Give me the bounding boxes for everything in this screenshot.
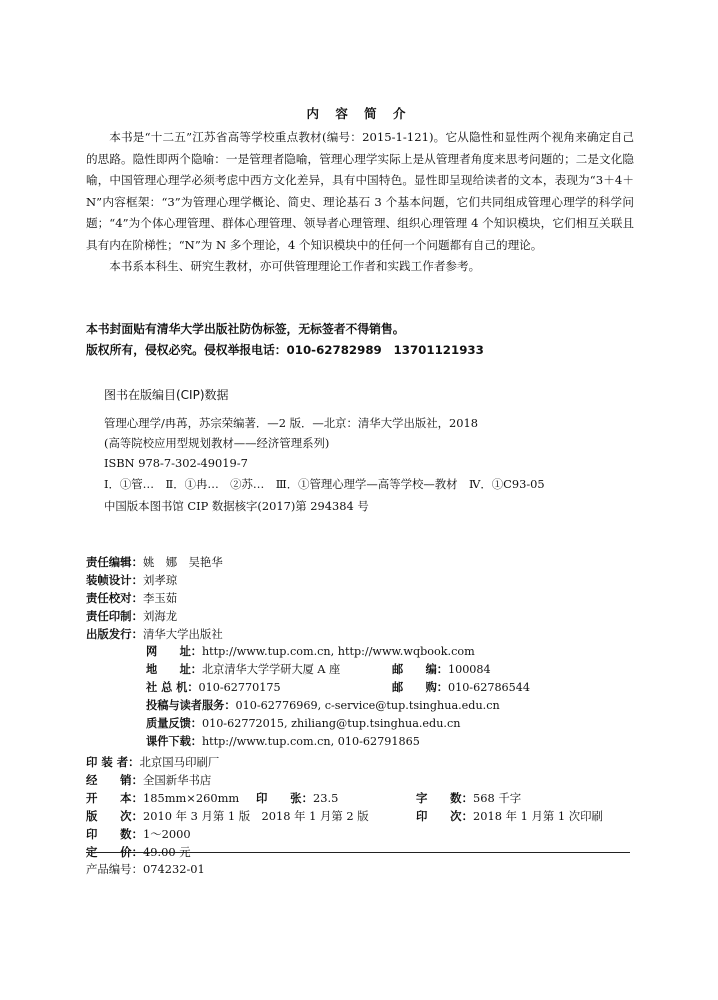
credit-label: 出版发行： bbox=[86, 627, 143, 641]
credit-value: 刘孝琼 bbox=[142, 573, 178, 587]
spec-copies bbox=[86, 825, 191, 843]
spec-format bbox=[86, 789, 239, 807]
format-value: 185mm×260mm bbox=[142, 791, 240, 805]
address-value: 北京清华大学学研大厦 A 座 bbox=[201, 663, 341, 676]
reader-service-label: 投稿与读者服务： bbox=[146, 699, 236, 712]
credit-label: 责任印制： bbox=[86, 609, 143, 623]
cip-entry: 管理心理学/冉苒，苏宗荣编著．—2 版．—北京：清华大学出版社，2018 bbox=[104, 416, 479, 430]
credit-value: 刘海龙 bbox=[142, 609, 178, 623]
word-count-label: 字 数： bbox=[416, 791, 473, 805]
credit-value: 李玉茹 bbox=[142, 591, 178, 605]
cip-record-number: 中国版本图书馆 CIP 数据核字(2017)第 294384 号 bbox=[104, 499, 369, 513]
credit-editor bbox=[86, 553, 223, 571]
spec-printer bbox=[86, 753, 219, 771]
cip-classification: Ⅰ．①管… Ⅱ．①冉… ②苏… Ⅲ．①管理心理学—高等学校—教材 Ⅳ．①C93-05 bbox=[104, 477, 545, 491]
publisher-website bbox=[146, 643, 475, 661]
website-value: http://www.tup.com.cn, http://www.wqbook.com bbox=[201, 645, 475, 658]
printing-label: 印 次： bbox=[416, 809, 473, 823]
publisher-quality-feedback bbox=[146, 715, 460, 733]
publisher-address bbox=[146, 661, 340, 679]
copyright-notice: 版权所有，侵权必究。侵权举报电话：010-62782989 13701121933 bbox=[86, 343, 484, 357]
publisher-switchboard bbox=[146, 679, 281, 697]
quality-feedback-value: 010-62772015, zhiliang@tup.tsinghua.edu.cn bbox=[201, 717, 461, 730]
postcode-label: 邮 编： bbox=[392, 663, 448, 676]
summary-title: 内 容 简 介 bbox=[306, 106, 412, 121]
courseware-label: 课件下载： bbox=[146, 735, 202, 748]
credit-label: 装帧设计： bbox=[86, 573, 143, 587]
mail-order-value: 010-62786544 bbox=[447, 681, 531, 694]
switchboard-label: 社 总 机： bbox=[146, 681, 199, 694]
printer-value: 北京国马印刷厂 bbox=[139, 755, 220, 769]
credit-value: 清华大学出版社 bbox=[142, 627, 223, 641]
format-label: 开 本： bbox=[86, 791, 143, 805]
spec-word-count bbox=[416, 789, 521, 807]
price-label: 定 价： bbox=[86, 845, 143, 859]
spec-distributor bbox=[86, 771, 211, 789]
product-code-value: 074232-01 bbox=[142, 862, 205, 876]
edition-value: 2010 年 3 月第 1 版 2018 年 1 月第 2 版 bbox=[142, 809, 369, 823]
credit-label: 责任校对： bbox=[86, 591, 143, 605]
sheets-label: 印 张： bbox=[256, 791, 313, 805]
spec-printing bbox=[416, 807, 603, 825]
credit-proofreader bbox=[86, 589, 177, 607]
copies-value: 1～2000 bbox=[142, 827, 191, 841]
price-value: 49.00 元 bbox=[142, 845, 191, 859]
postcode-value: 100084 bbox=[447, 663, 491, 676]
publisher-reader-service bbox=[146, 697, 500, 715]
cip-series: (高等院校应用型规划教材——经济管理系列) bbox=[104, 436, 330, 450]
sheets-value: 23.5 bbox=[312, 791, 339, 805]
printer-label: 印 装 者： bbox=[86, 755, 140, 769]
distributor-value: 全国新华书店 bbox=[142, 773, 212, 787]
printing-value: 2018 年 1 月第 1 次印刷 bbox=[472, 809, 603, 823]
product-code-label: 产品编号： bbox=[86, 862, 143, 876]
anti-counterfeit-notice: 本书封面贴有清华大学出版社防伪标签，无标签者不得销售。 bbox=[86, 322, 405, 336]
spec-edition bbox=[86, 807, 369, 825]
cip-isbn: ISBN 978-7-302-49019-7 bbox=[104, 456, 248, 470]
distributor-label: 经 销： bbox=[86, 773, 143, 787]
copies-label: 印 数： bbox=[86, 827, 143, 841]
divider-line bbox=[86, 852, 630, 853]
address-label: 地 址： bbox=[146, 663, 202, 676]
word-count-value: 568 千字 bbox=[472, 791, 522, 805]
courseware-value: http://www.tup.com.cn, 010-62791865 bbox=[201, 735, 420, 748]
credit-designer bbox=[86, 571, 177, 589]
publisher-postcode bbox=[392, 661, 491, 679]
credit-printing-supervisor bbox=[86, 607, 177, 625]
summary-paragraph: 本书是“十二五”江苏省高等学校重点教材(编号：2015-1-121)。它从隐性和显性两个视角来确定自己的思路。隐性即两个隐喻：一是管理者隐喻，管理心理学实际上是从管理者角度来思考问题的；二是文化隐喻，中国管理心理学必须考虑中西方文化差异，具有中国特色。显性即呈现给读者的文本，表现为“3＋4＋N”内容框架：“3”为管理心理学概论、简史、理论基石 3 个基本问题，它们共同组成管理心理学的科学问题；“4”为个体心理管理、群体心理管理、领导者心理管理、组织心理管理 4 个知识模块，它们相互关联且具有内在阶梯性；“N”为 N 多个理论，4 个知识模块中的任何一个问题都有自己的理论。 bbox=[86, 130, 634, 252]
summary-body bbox=[86, 127, 634, 278]
mail-order-label: 邮 购： bbox=[392, 681, 448, 694]
summary-paragraph: 本书系本科生、研究生教材，亦可供管理理论工作者和实践工作者参考。 bbox=[109, 259, 481, 273]
website-label: 网 址： bbox=[146, 645, 202, 658]
spec-sheets bbox=[256, 789, 338, 807]
reader-service-value: 010-62776969, c-service@tup.tsinghua.edu.cn bbox=[235, 699, 500, 712]
quality-feedback-label: 质量反馈： bbox=[146, 717, 202, 730]
edition-label: 版 次： bbox=[86, 809, 143, 823]
product-code bbox=[86, 860, 205, 878]
credit-publisher bbox=[86, 625, 223, 643]
credit-value: 姚 娜 吴艳华 bbox=[142, 555, 223, 569]
publisher-mail-order bbox=[392, 679, 530, 697]
cip-title: 图书在版编目(CIP)数据 bbox=[104, 388, 229, 402]
switchboard-value: 010-62770175 bbox=[198, 681, 281, 694]
publisher-courseware bbox=[146, 733, 420, 751]
credit-label: 责任编辑： bbox=[86, 555, 143, 569]
